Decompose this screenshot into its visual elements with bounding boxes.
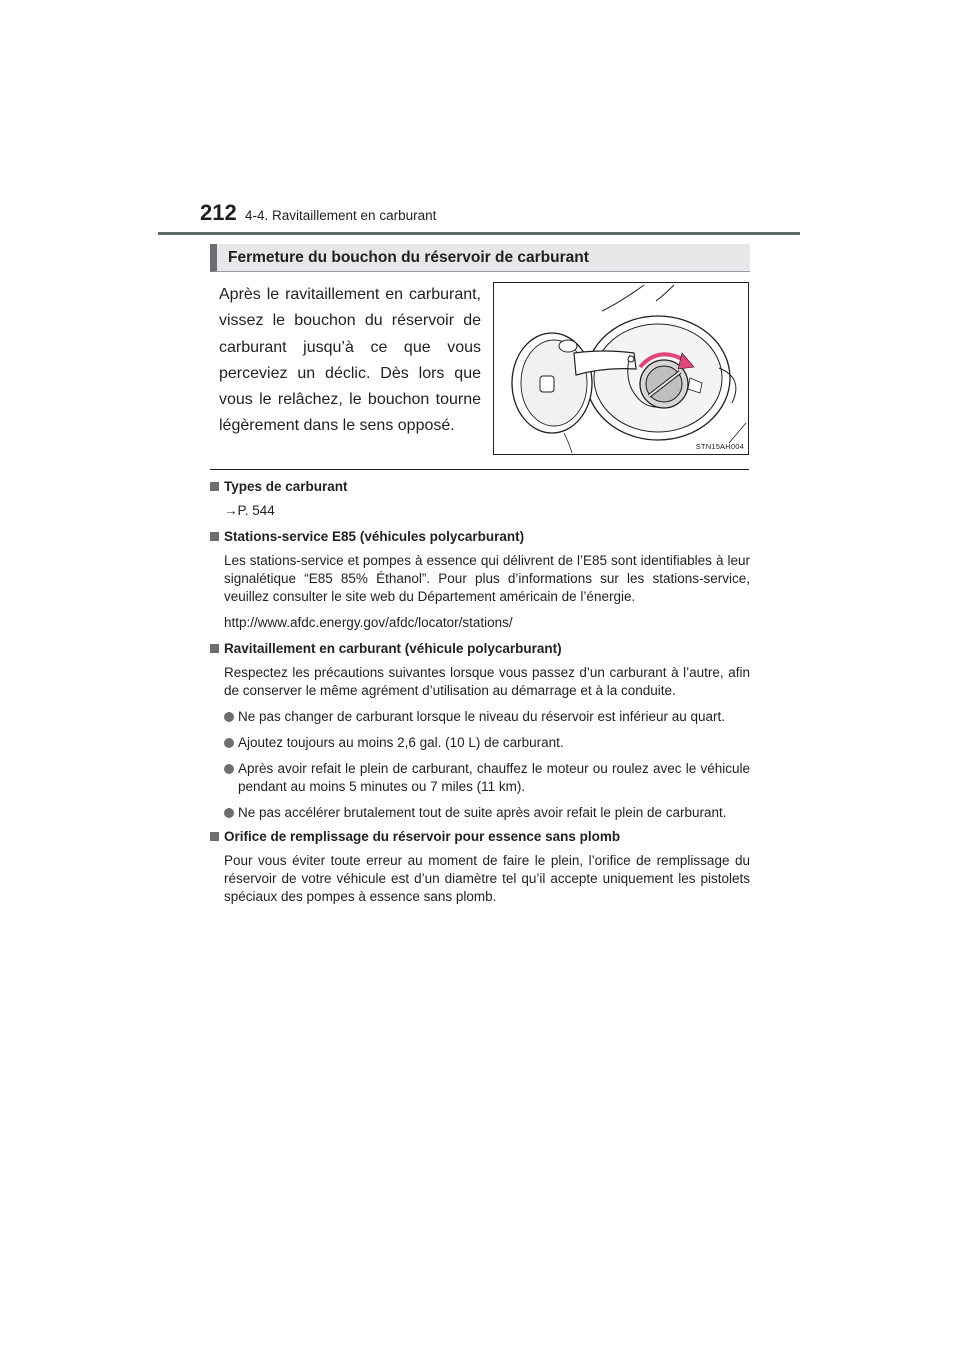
fuel-types-heading	[210, 478, 750, 496]
figure-code: STN15AH004	[695, 442, 744, 451]
circle-bullet-icon	[224, 712, 234, 722]
fuel-types-heading-label: Types de carburant	[224, 479, 348, 494]
e85-paragraph: Les stations-service et pompes à essence qui délivrent de l’E85 sont identifiables à leur signalétique “E85 85% Éthanol”. Pour plus d’informations sur les stations-service, veuillez consulter le site web du Département américain de l’énergie.	[224, 553, 750, 604]
fuel-cap-illustration	[493, 282, 749, 455]
refuel-paragraph: Respectez les précautions suivantes lorsque vous passez d’un carburant à l’autre, afin de conserver le même agrément d’utilisation au démarrage et à la conduite.	[224, 665, 750, 698]
unleaded-paragraph: Pour vous éviter toute erreur au moment de faire le plein, l’orifice de remplissage du réservoir de votre véhicule est d’un diamètre tel qu’il accepte uniquement les pistolets spéciaux des pompes à essence sans plomb.	[224, 853, 750, 904]
notes-body	[210, 478, 750, 906]
intro-paragraph: Après le ravitaillement en carburant, vissez le bouchon du réservoir de carburant jusqu’à ce que vous perceviez un déclic. Dès lors que vous le relâchez, le bouchon tourne légèrement dans le sens opposé.	[219, 286, 481, 435]
square-bullet-icon	[210, 644, 219, 653]
section-divider	[210, 469, 749, 470]
refuel-bullet	[210, 804, 750, 822]
square-bullet-icon	[210, 482, 219, 491]
square-bullet-icon	[210, 832, 219, 841]
section-title: Fermeture du bouchon du réservoir de carburant	[210, 244, 750, 272]
fuel-types-page-ref[interactable]: →P. 544	[224, 503, 275, 518]
circle-bullet-icon	[224, 738, 234, 748]
e85-url[interactable]: http://www.afdc.energy.gov/afdc/locator/stations/	[224, 615, 513, 630]
refuel-heading	[210, 640, 750, 658]
fuel-cap-drawing	[494, 283, 748, 454]
unleaded-heading	[210, 828, 750, 846]
header-rule	[158, 232, 800, 235]
square-bullet-icon	[210, 532, 219, 541]
circle-bullet-icon	[224, 808, 234, 818]
refuel-heading-label: Ravitaillement en carburant (véhicule polycarburant)	[224, 641, 562, 656]
bullet-text: Ne pas changer de carburant lorsque le niveau du réservoir est inférieur au quart.	[238, 709, 726, 724]
refuel-bullet	[210, 734, 750, 752]
unleaded-heading-label: Orifice de remplissage du réservoir pour essence sans plomb	[224, 829, 621, 844]
bullet-text: Après avoir refait le plein de carburant, chauffez le moteur ou roulez avec le véhicule pendant au moins 5 minutes ou 7 miles (11 km).	[238, 761, 750, 794]
refuel-bullet	[210, 760, 750, 796]
chapter-header: 4-4. Ravitaillement en carburant	[245, 208, 437, 223]
circle-bullet-icon	[224, 764, 234, 774]
e85-heading	[210, 528, 750, 546]
bullet-text: Ajoutez toujours au moins 2,6 gal. (10 L) de carburant.	[238, 735, 564, 750]
bullet-text: Ne pas accélérer brutalement tout de suite après avoir refait le plein de carburant.	[238, 805, 727, 820]
e85-heading-label: Stations-service E85 (véhicules polycarburant)	[224, 529, 525, 544]
refuel-bullet	[210, 708, 750, 726]
page-number: 212	[200, 200, 237, 225]
